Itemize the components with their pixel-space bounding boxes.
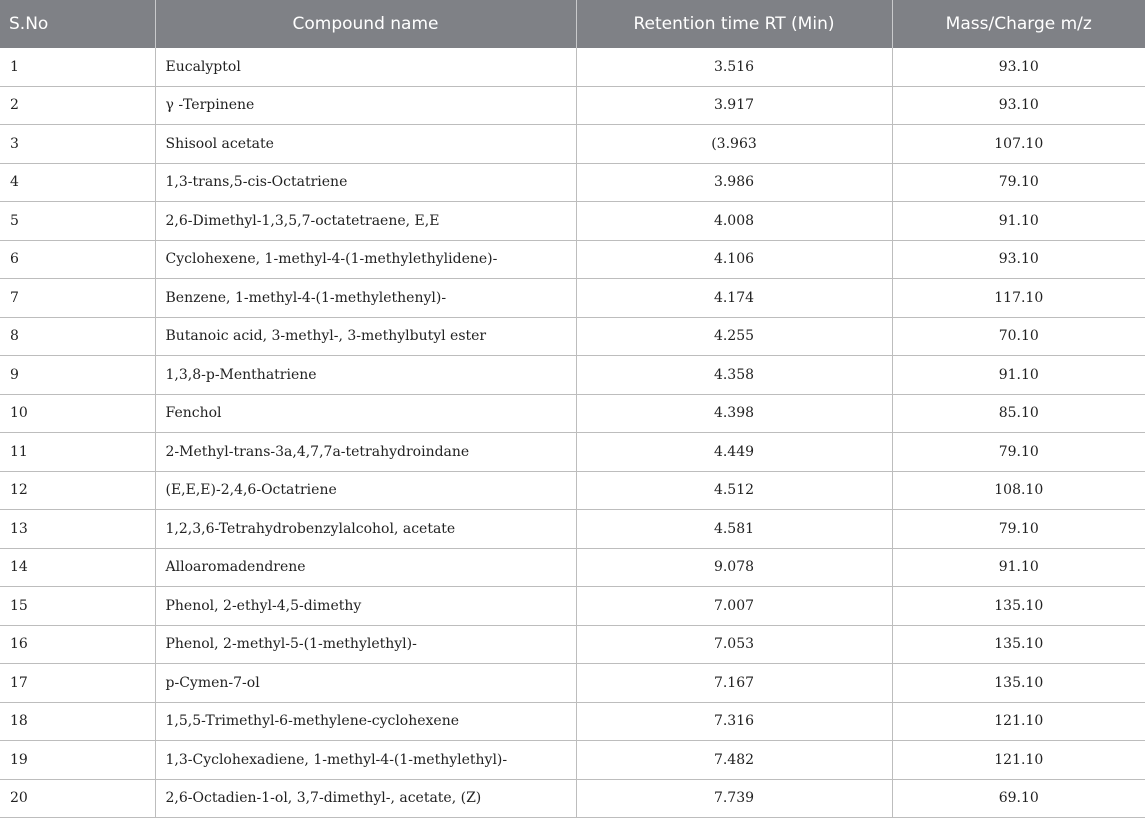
cell-compound-name: 2,6-Dimethyl-1,3,5,7-octatetraene, E,E — [155, 202, 576, 241]
cell-sno: 5 — [0, 202, 155, 241]
cell-sno: 6 — [0, 240, 155, 279]
cell-retention-time: 4.174 — [576, 279, 892, 318]
table-row — [0, 317, 1145, 356]
cell-sno: 8 — [0, 317, 155, 356]
cell-retention-time: 3.986 — [576, 163, 892, 202]
cell-compound-name: γ -Terpinene — [155, 86, 576, 125]
cell-compound-name: Phenol, 2-methyl-5-(1-methylethyl)- — [155, 625, 576, 664]
cell-mass-charge: 79.10 — [892, 433, 1145, 472]
table-row — [0, 779, 1145, 818]
cell-retention-time: 4.358 — [576, 356, 892, 395]
cell-compound-name: Alloaromadendrene — [155, 548, 576, 587]
table-row — [0, 202, 1145, 241]
cell-retention-time: 4.106 — [576, 240, 892, 279]
cell-compound-name: 1,3-Cyclohexadiene, 1-methyl-4-(1-methylethyl)- — [155, 741, 576, 780]
cell-mass-charge: 93.10 — [892, 86, 1145, 125]
cell-retention-time: 7.316 — [576, 702, 892, 741]
cell-retention-time: 9.078 — [576, 548, 892, 587]
table-row — [0, 471, 1145, 510]
cell-mass-charge: 85.10 — [892, 394, 1145, 433]
table-header — [0, 0, 1145, 48]
cell-compound-name: Cyclohexene, 1-methyl-4-(1-methylethylidene)- — [155, 240, 576, 279]
cell-sno: 7 — [0, 279, 155, 318]
cell-sno: 14 — [0, 548, 155, 587]
cell-mass-charge: 69.10 — [892, 779, 1145, 818]
cell-mass-charge: 79.10 — [892, 163, 1145, 202]
cell-sno: 2 — [0, 86, 155, 125]
table-row — [0, 702, 1145, 741]
cell-retention-time: 4.512 — [576, 471, 892, 510]
table-row — [0, 587, 1145, 626]
cell-compound-name: 1,2,3,6-Tetrahydrobenzylalcohol, acetate — [155, 510, 576, 549]
cell-mass-charge: 121.10 — [892, 702, 1145, 741]
cell-sno: 19 — [0, 741, 155, 780]
table-row — [0, 163, 1145, 202]
cell-sno: 10 — [0, 394, 155, 433]
cell-retention-time: 3.917 — [576, 86, 892, 125]
cell-compound-name: Shisool acetate — [155, 125, 576, 164]
table-row — [0, 664, 1145, 703]
cell-compound-name: 2-Methyl-trans-3a,4,7,7a-tetrahydroindane — [155, 433, 576, 472]
table-row — [0, 240, 1145, 279]
header-row — [0, 0, 1145, 48]
cell-compound-name: (E,E,E)-2,4,6-Octatriene — [155, 471, 576, 510]
cell-sno: 15 — [0, 587, 155, 626]
cell-compound-name: Fenchol — [155, 394, 576, 433]
cell-mass-charge: 121.10 — [892, 741, 1145, 780]
cell-retention-time: 4.581 — [576, 510, 892, 549]
cell-mass-charge: 70.10 — [892, 317, 1145, 356]
cell-compound-name: Phenol, 2-ethyl-4,5-dimethy — [155, 587, 576, 626]
table-row — [0, 125, 1145, 164]
cell-retention-time: 4.449 — [576, 433, 892, 472]
cell-sno: 11 — [0, 433, 155, 472]
cell-mass-charge: 117.10 — [892, 279, 1145, 318]
table-row — [0, 741, 1145, 780]
cell-mass-charge: 108.10 — [892, 471, 1145, 510]
cell-mass-charge: 135.10 — [892, 664, 1145, 703]
cell-retention-time: (3.963 — [576, 125, 892, 164]
cell-mass-charge: 79.10 — [892, 510, 1145, 549]
cell-sno: 16 — [0, 625, 155, 664]
table-row — [0, 433, 1145, 472]
cell-sno: 4 — [0, 163, 155, 202]
table-row — [0, 48, 1145, 86]
header-compound-name: Compound name — [155, 0, 576, 48]
cell-mass-charge: 91.10 — [892, 202, 1145, 241]
cell-compound-name: 1,5,5-Trimethyl-6-methylene-cyclohexene — [155, 702, 576, 741]
cell-sno: 12 — [0, 471, 155, 510]
cell-sno: 9 — [0, 356, 155, 395]
cell-sno: 1 — [10, 58, 19, 75]
cell-retention-time: 4.398 — [576, 394, 892, 433]
cell-sno: 20 — [0, 779, 155, 818]
cell-sno: 13 — [0, 510, 155, 549]
cell-retention-time: 7.007 — [576, 587, 892, 626]
cell-compound-name: Eucalyptol — [155, 48, 576, 86]
table-row — [0, 510, 1145, 549]
cell-mass-charge: 135.10 — [892, 587, 1145, 626]
cell-mass-charge: 107.10 — [892, 125, 1145, 164]
cell-compound-name: 1,3-trans,5-cis-Octatriene — [155, 163, 576, 202]
table-row — [0, 86, 1145, 125]
header-sno: S.No — [0, 0, 155, 48]
cell-sno: 17 — [0, 664, 155, 703]
cell-retention-time: 4.008 — [576, 202, 892, 241]
table-row — [0, 625, 1145, 664]
cell-mass-charge: 91.10 — [892, 356, 1145, 395]
table-row — [0, 548, 1145, 587]
cell-mass-charge: 93.10 — [892, 240, 1145, 279]
cell-retention-time: 7.739 — [576, 779, 892, 818]
table-row — [0, 279, 1145, 318]
cell-retention-time: 7.053 — [576, 625, 892, 664]
cell-sno: 3 — [0, 125, 155, 164]
cell-compound-name: 2,6-Octadien-1-ol, 3,7-dimethyl-, acetate, (Z) — [155, 779, 576, 818]
header-retention-time: Retention time RT (Min) — [576, 0, 892, 48]
cell-retention-time: 4.255 — [576, 317, 892, 356]
cell-compound-name: Butanoic acid, 3-methyl-, 3-methylbutyl ester — [155, 317, 576, 356]
cell-retention-time: 3.516 — [576, 48, 892, 86]
cell-mass-charge: 93.10 — [892, 48, 1145, 86]
cell-mass-charge: 91.10 — [892, 548, 1145, 587]
cell-compound-name: Benzene, 1-methyl-4-(1-methylethenyl)- — [155, 279, 576, 318]
table-row — [0, 394, 1145, 433]
cell-sno: 18 — [0, 702, 155, 741]
header-mass-charge: Mass/Charge m/z — [892, 0, 1145, 48]
table-body — [0, 48, 1145, 818]
cell-retention-time: 7.482 — [576, 741, 892, 780]
cell-compound-name: p-Cymen-7-ol — [155, 664, 576, 703]
cell-retention-time: 7.167 — [576, 664, 892, 703]
cell-compound-name: 1,3,8-p-Menthatriene — [155, 356, 576, 395]
table-row — [0, 356, 1145, 395]
cell-mass-charge: 135.10 — [892, 625, 1145, 664]
